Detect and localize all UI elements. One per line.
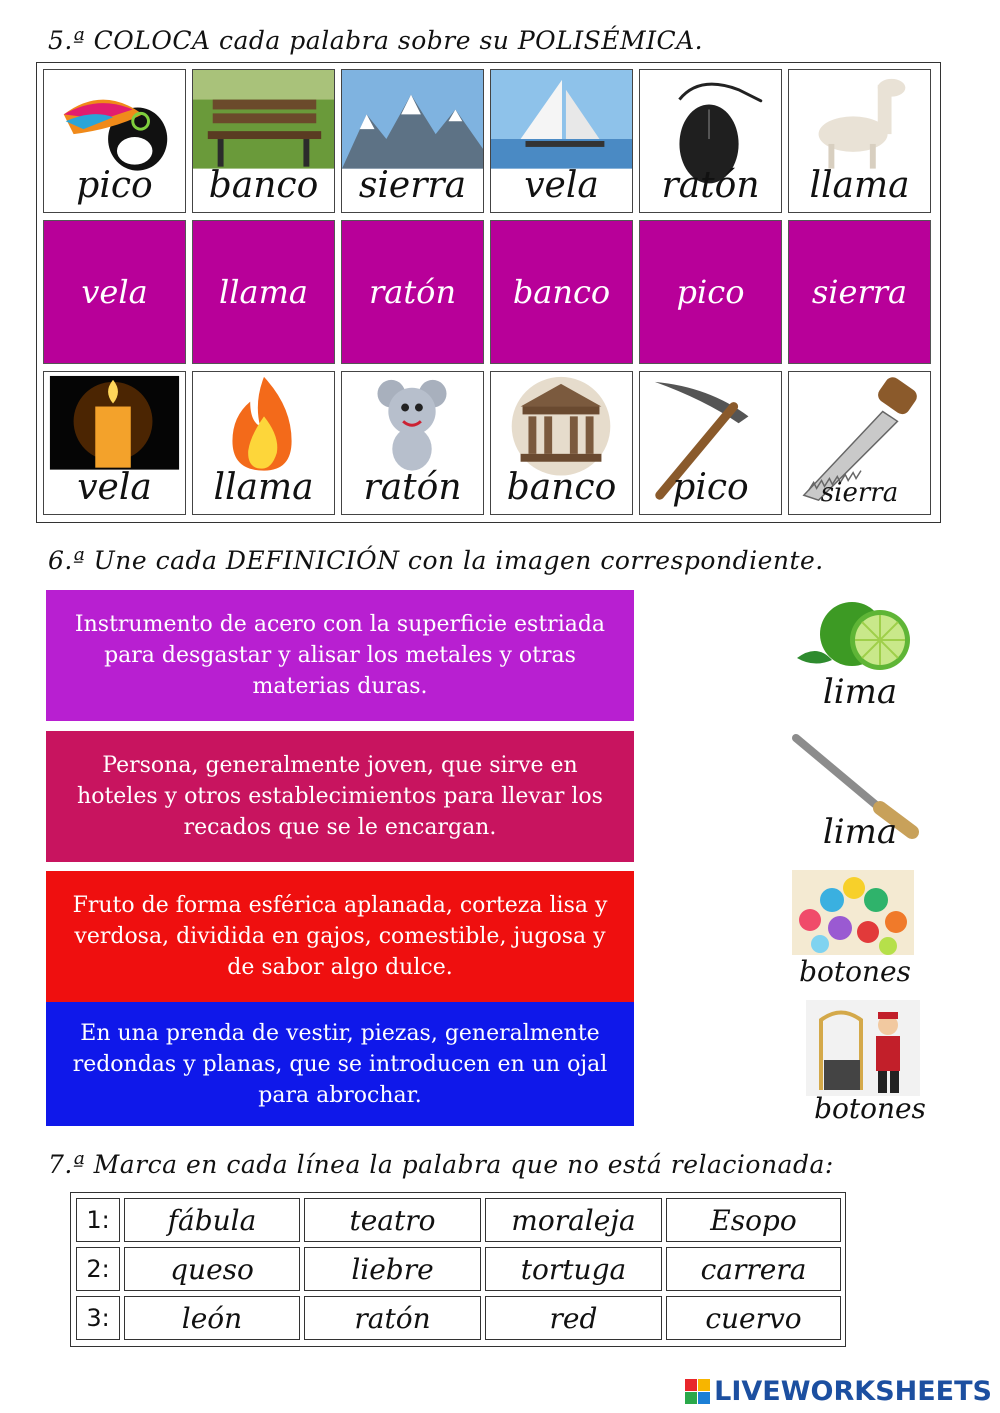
word-option[interactable]: león (124, 1296, 300, 1340)
word-tile[interactable] (43, 220, 186, 364)
section7-heading: 7.ª Marca en cada línea la palabra que no está relacionada: (48, 1150, 834, 1179)
row-number: 2: (76, 1247, 120, 1291)
word-tile[interactable] (490, 220, 633, 364)
image-card-pickaxe[interactable] (639, 371, 782, 515)
word-option[interactable]: moraleja (485, 1198, 662, 1242)
word-tile[interactable] (788, 220, 931, 364)
image-caption: lima (822, 812, 898, 852)
definition-box-1[interactable] (46, 590, 634, 721)
word-option[interactable]: teatro (304, 1198, 481, 1242)
caption: pico (76, 165, 153, 206)
image-card-computer-mouse[interactable] (639, 69, 782, 213)
definition-text: Instrumento de acero con la superficie estriada para desgastar y alisar los metales y otras materias duras. (74, 612, 606, 699)
section6-heading: 6.ª Une cada DEFINICIÓN con la imagen correspondiente. (48, 546, 824, 575)
word-option[interactable]: Esopo (666, 1198, 841, 1242)
caption: llama (213, 467, 314, 508)
caption: vela (77, 467, 152, 508)
image-card-cartoon-mouse[interactable] (341, 371, 484, 515)
caption: ratón (363, 467, 462, 508)
image-card-bank-building[interactable] (490, 371, 633, 515)
image-card-candle[interactable] (43, 371, 186, 515)
caption: llama (809, 165, 910, 206)
word-tile[interactable] (192, 220, 335, 364)
image-card-toucan[interactable] (43, 69, 186, 213)
word-option[interactable]: ratón (304, 1296, 481, 1340)
definition-box-3[interactable] (46, 871, 634, 1002)
liveworksheets-logo-icon (685, 1379, 711, 1405)
word-tile-label: banco (512, 273, 611, 311)
caption: sierra (358, 165, 467, 206)
row-number: 1: (76, 1198, 120, 1242)
buttons-icon[interactable] (792, 870, 914, 955)
row-number: 3: (76, 1296, 120, 1340)
word-tile-label: ratón (368, 273, 457, 311)
image-card-sailboat[interactable] (490, 69, 633, 213)
word-option[interactable]: fábula (124, 1198, 300, 1242)
polysemy-grid (36, 62, 941, 523)
image-caption: botones (814, 1092, 926, 1125)
word-tile-label: vela (81, 273, 148, 311)
word-tile-label: llama (219, 273, 308, 311)
image-card-mountains[interactable] (341, 69, 484, 213)
caption: sierra (820, 478, 899, 508)
lime-fruit-icon[interactable] (792, 598, 927, 673)
definition-box-4[interactable] (46, 1002, 634, 1126)
definition-text: Fruto de forma esférica aplanada, corteza lisa y verdosa, dividida en gajos, comestible, jugosa y de sabor algo dulce. (72, 893, 608, 980)
definition-text: En una prenda de vestir, piezas, generalmente redondas y planas, que se introducen en un ojal para abrochar. (72, 1020, 608, 1108)
word-option[interactable]: red (485, 1296, 662, 1340)
caption: ratón (661, 165, 760, 206)
definition-text: Persona, generalmente joven, que sirve en hoteles y otros establecimientos para llevar los recados que se le encargan. (77, 753, 603, 840)
brand-name: LIVEWORKSHEETS (714, 1376, 992, 1407)
liveworksheets-brand[interactable] (685, 1376, 992, 1407)
word-option[interactable]: carrera (666, 1247, 841, 1291)
word-tile[interactable] (639, 220, 782, 364)
word-option[interactable]: liebre (304, 1247, 481, 1291)
word-option[interactable]: tortuga (485, 1247, 662, 1291)
word-tile-label: pico (676, 273, 745, 311)
caption: banco (506, 467, 617, 508)
caption: pico (672, 467, 749, 508)
image-card-flame[interactable] (192, 371, 335, 515)
image-caption: botones (799, 955, 911, 988)
image-caption: lima (822, 672, 898, 712)
image-card-bench[interactable] (192, 69, 335, 213)
caption: banco (208, 165, 319, 206)
definition-box-2[interactable] (46, 731, 634, 862)
caption: vela (524, 165, 599, 206)
word-tile-label: sierra (811, 273, 908, 311)
word-table (70, 1192, 846, 1347)
bellboy-icon[interactable] (806, 1000, 920, 1096)
section5-heading: 5.ª COLOCA cada palabra sobre su POLISÉMICA. (48, 26, 704, 55)
word-option[interactable]: cuervo (666, 1296, 841, 1340)
word-option[interactable]: queso (124, 1247, 300, 1291)
word-tile[interactable] (341, 220, 484, 364)
image-card-saw[interactable] (788, 371, 931, 515)
image-card-llama-animal[interactable] (788, 69, 931, 213)
